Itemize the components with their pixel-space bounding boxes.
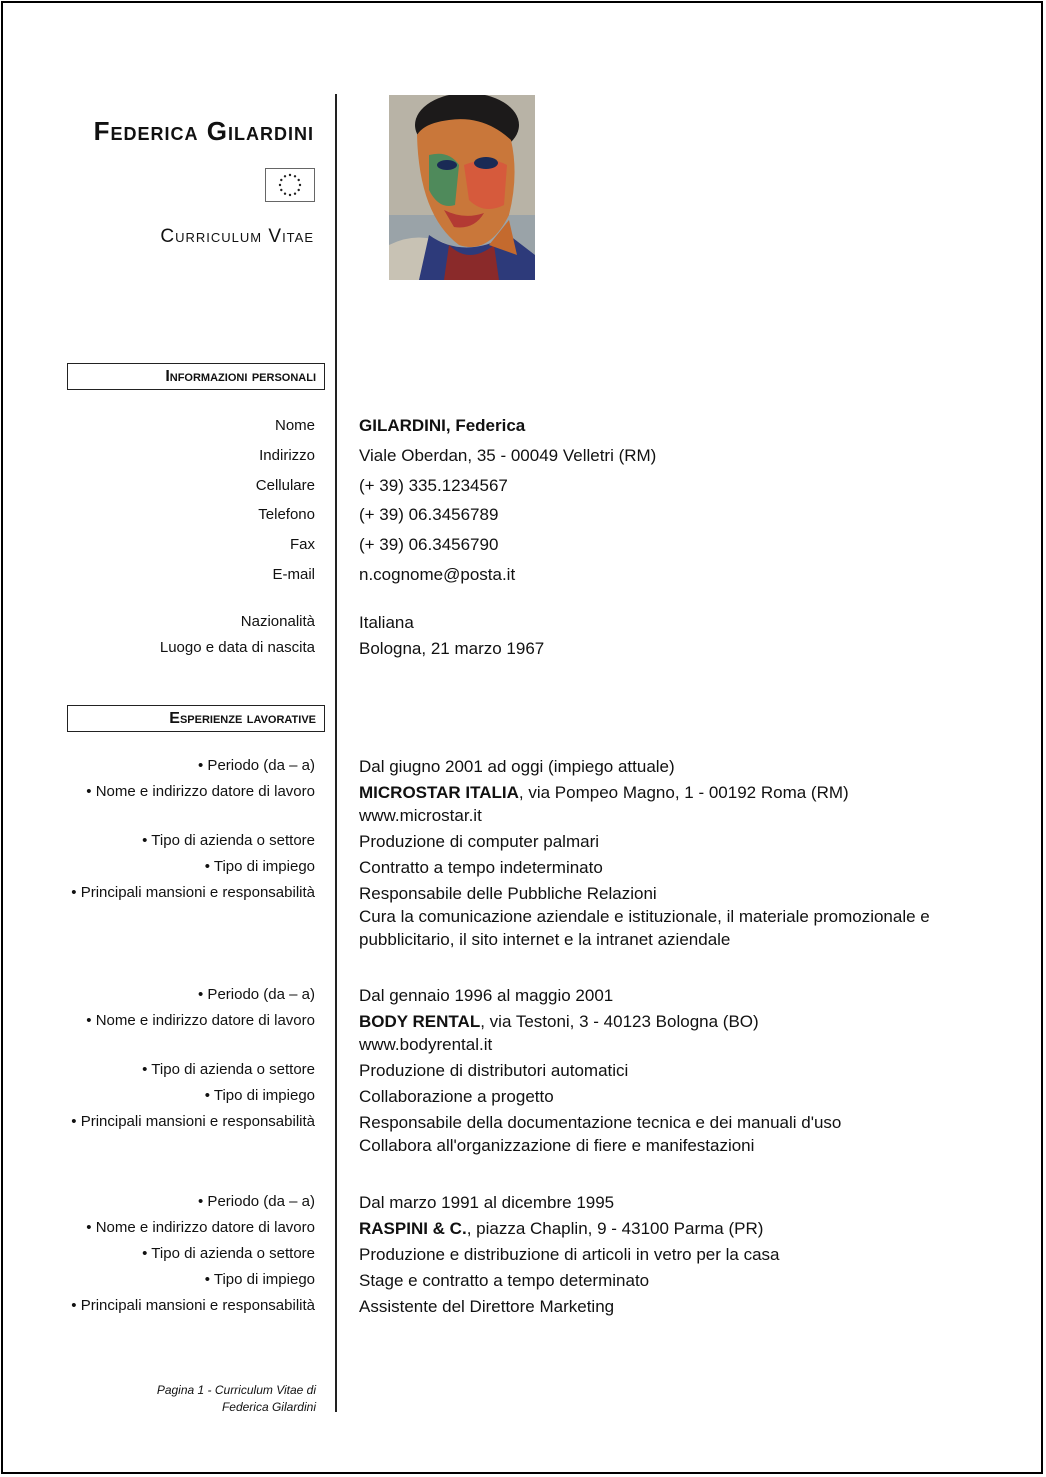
cv-title: Curriculum Vitae bbox=[160, 226, 314, 247]
label-datore: • Nome e indirizzo datore di lavoro bbox=[86, 1012, 315, 1029]
column-divider bbox=[335, 94, 337, 1412]
portrait-photo bbox=[389, 95, 535, 280]
label-mansioni: • Principali mansioni e responsabilità bbox=[71, 1297, 315, 1314]
label-email: E-mail bbox=[272, 566, 315, 583]
footer-line: Pagina 1 - Curriculum Vitae di bbox=[156, 1383, 316, 1397]
label-impiego: • Tipo di impiego bbox=[204, 1271, 315, 1288]
value-periodo: Dal gennaio 1996 al maggio 2001 bbox=[359, 986, 614, 1005]
label-mansioni: • Principali mansioni e responsabilità bbox=[71, 1113, 315, 1130]
employer-address: , piazza Chaplin, 9 - 43100 Parma (PR) bbox=[466, 1219, 764, 1238]
value-datore bbox=[359, 1010, 759, 1033]
value-indirizzo: Viale Oberdan, 35 - 00049 Velletri (RM) bbox=[359, 446, 657, 465]
value-website[interactable]: www.bodyrental.it bbox=[359, 1035, 493, 1054]
value-nazionalita: Italiana bbox=[359, 613, 414, 632]
label-nazionalita: Nazionalità bbox=[240, 613, 315, 630]
employer-name: BODY RENTAL bbox=[359, 1012, 481, 1031]
value-nascita: Bologna, 21 marzo 1967 bbox=[359, 639, 545, 658]
value-website[interactable]: www.microstar.it bbox=[359, 806, 482, 825]
label-fax: Fax bbox=[289, 536, 315, 553]
label-cellulare: Cellulare bbox=[255, 477, 315, 494]
cv-name: Federica Gilardini bbox=[93, 116, 314, 146]
value-mansioni-line: Responsabile delle Pubbliche Relazioni bbox=[359, 884, 657, 903]
employer-address: , via Pompeo Magno, 1 - 00192 Roma (RM) bbox=[518, 783, 849, 802]
label-datore: • Nome e indirizzo datore di lavoro bbox=[86, 1219, 315, 1236]
eu-flag-icon bbox=[265, 168, 315, 202]
label-settore: • Tipo di azienda o settore bbox=[142, 832, 315, 849]
label-impiego: • Tipo di impiego bbox=[204, 858, 315, 875]
label-mansioni: • Principali mansioni e responsabilità bbox=[71, 884, 315, 901]
label-nascita: Luogo e data di nascita bbox=[159, 639, 315, 656]
value-telefono: (+ 39) 06.3456789 bbox=[359, 505, 499, 524]
label-impiego: • Tipo di impiego bbox=[204, 1087, 315, 1104]
value-nome: GILARDINI, Federica bbox=[359, 416, 526, 435]
value-settore: Produzione di computer palmari bbox=[359, 832, 600, 851]
value-mansioni-line: Cura la comunicazione aziendale e istituzionale, il materiale promozionale e bbox=[359, 907, 930, 926]
label-datore: • Nome e indirizzo datore di lavoro bbox=[86, 783, 315, 800]
value-mansioni-line: Responsabile della documentazione tecnica e dei manuali d'uso bbox=[359, 1113, 842, 1132]
footer-line: Federica Gilardini bbox=[221, 1400, 316, 1414]
value-settore: Produzione di distributori automatici bbox=[359, 1061, 629, 1080]
value-periodo: Dal marzo 1991 al dicembre 1995 bbox=[359, 1193, 615, 1212]
value-datore bbox=[359, 1217, 763, 1240]
value-fax: (+ 39) 06.3456790 bbox=[359, 535, 499, 554]
label-indirizzo: Indirizzo bbox=[259, 447, 315, 464]
section-experience: Esperienze lavorative bbox=[67, 705, 325, 732]
value-impiego: Stage e contratto a tempo determinato bbox=[359, 1271, 650, 1290]
label-telefono: Telefono bbox=[258, 506, 315, 523]
value-email[interactable]: n.cognome@posta.it bbox=[359, 565, 516, 584]
value-periodo: Dal giugno 2001 ad oggi (impiego attuale) bbox=[359, 757, 675, 776]
label-periodo: • Periodo (da – a) bbox=[198, 986, 315, 1003]
page-footer bbox=[157, 1382, 316, 1416]
employer-address: , via Testoni, 3 - 40123 Bologna (BO) bbox=[480, 1012, 759, 1031]
value-settore: Produzione e distribuzione di articoli in vetro per la casa bbox=[359, 1245, 780, 1264]
employer-name: MICROSTAR ITALIA bbox=[359, 783, 519, 802]
value-impiego: Collaborazione a progetto bbox=[359, 1087, 554, 1106]
value-impiego: Contratto a tempo indeterminato bbox=[359, 858, 603, 877]
value-mansioni-line: Collabora all'organizzazione di fiere e manifestazioni bbox=[359, 1136, 755, 1155]
label-nome: Nome bbox=[274, 417, 315, 434]
value-mansioni-line: pubblicitario, il sito internet e la intranet aziendale bbox=[359, 930, 731, 949]
label-periodo: • Periodo (da – a) bbox=[198, 1193, 315, 1210]
label-settore: • Tipo di azienda o settore bbox=[142, 1245, 315, 1262]
employer-name: RASPINI & C. bbox=[359, 1219, 467, 1238]
value-mansioni-line: Assistente del Direttore Marketing bbox=[359, 1297, 615, 1316]
label-settore: • Tipo di azienda o settore bbox=[142, 1061, 315, 1078]
value-cellulare: (+ 39) 335.1234567 bbox=[359, 476, 508, 495]
value-datore bbox=[359, 781, 849, 804]
label-periodo: • Periodo (da – a) bbox=[198, 757, 315, 774]
section-personal-info: Informazioni personali bbox=[67, 363, 325, 390]
